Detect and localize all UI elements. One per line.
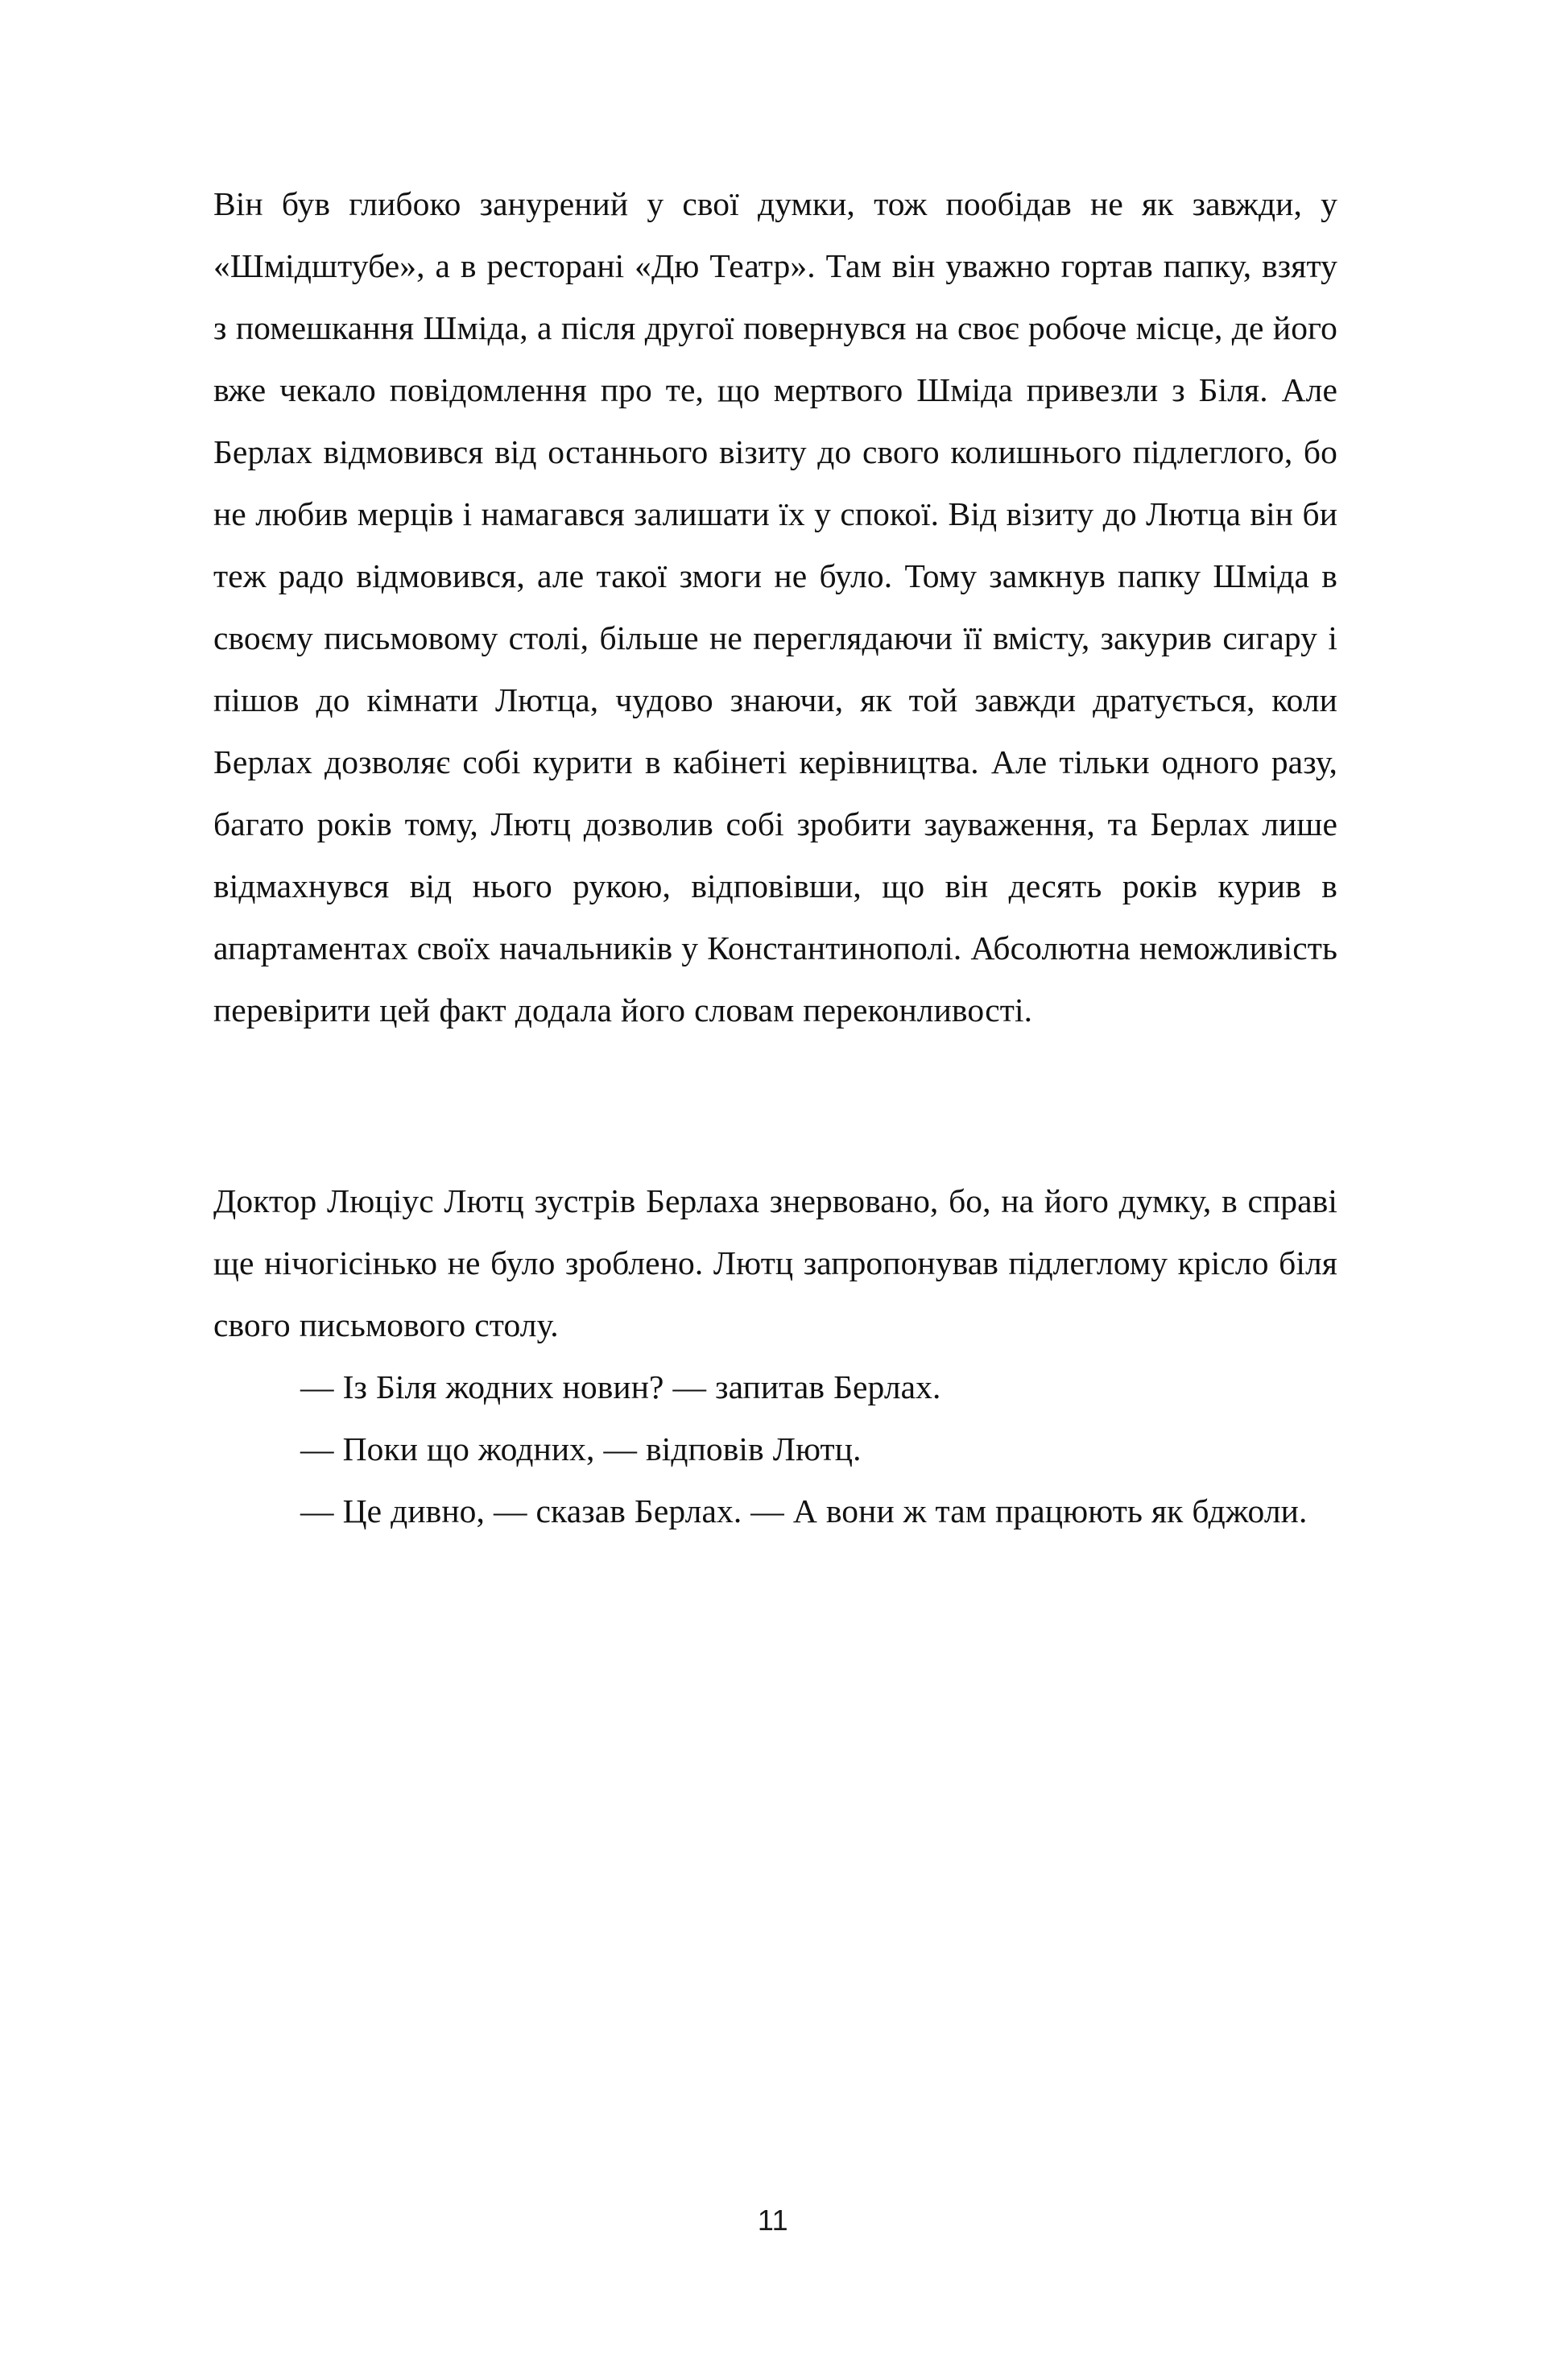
dialogue-block (213, 1356, 1337, 1542)
paragraph-spacer (213, 1041, 1337, 1170)
dialogue-line-3: — Це дивно, — сказав Берлах. — А вони ж там працюють як бджоли. (300, 1492, 1308, 1529)
body-paragraph-2: Доктор Люціус Лютц зустрів Берлаха знервовано, бо, на його думку, в справі ще нічогісінько не було зроблено. Лютц запропонував підлеглому крісло біля свого письмового столу. (213, 1182, 1337, 1343)
page-number: 11 (757, 2204, 789, 2237)
dialogue-line-2: — Поки що жодних, — відповів Лютц. (300, 1430, 862, 1467)
body-paragraph-1: Він був глибоко занурений у свої думки, тож пообідав не як завжди, у «Шмідштубе», а в ресторані «Дю Театр». Там він уважно гортав папку, взяту з помешкання Шміда, а після другої повернувся на своє робоче місце, де його вже чекало повідомлення про те, що мертвого Шміда привезли з Біля. Але Берлах відмовився від останнього візиту до свого колишнього підлеглого, бо не любив мерців і намагався залишати їх у спокої. Від візиту до Лютца він би теж радо відмовився, але такої змоги не було. Тому замкнув папку Шміда в своєму письмовому столі, більше не переглядаючи її вмісту, закурив сигару і пішов до кімнати Лютца, чудово знаючи, як той завжди дратується, коли Берлах дозволяє собі курити в кабінеті керівництва. Але тільки одного разу, багато років тому, Лютц дозволив собі зробити зауваження, та Берлах лише відмахнувся від нього рукою, відповівши, що він десять років курив в апартаментах своїх начальників у Константинополі. Абсолютна неможливість перевірити цей факт додала його словам переконливості. (213, 185, 1337, 1029)
text-column (213, 173, 1337, 1542)
dialogue-line-1: — Із Біля жодних новин? — запитав Берлах. (300, 1368, 941, 1405)
